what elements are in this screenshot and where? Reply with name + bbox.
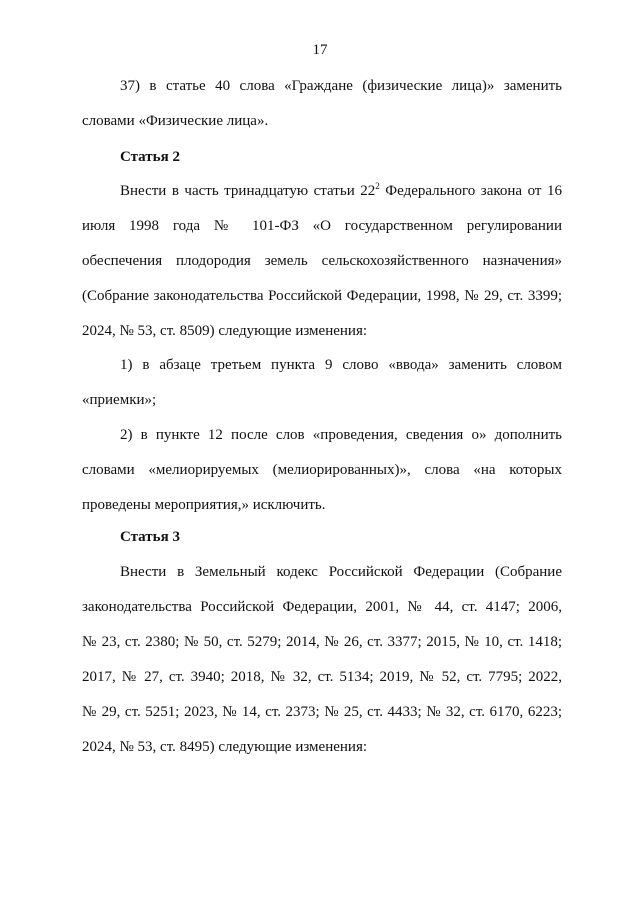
text-fragment: Внести в часть тринадцатую статьи 22 [120, 183, 376, 199]
text-line: 2024, № 53, ст. 8509) следующие изменения: [82, 323, 368, 339]
text-line: (Собрание законодательства Российской Федерации, 1998, № 29, ст. 3399; [82, 288, 562, 304]
text-line: словами «Физические лица». [82, 113, 269, 129]
text-line: 2017, № 27, ст. 3940; 2018, № 32, ст. 5134; 2019, № 52, ст. 7795; 2022, [82, 669, 562, 685]
article-2-item-2-paragraph [82, 418, 562, 523]
article-3-intro-paragraph [82, 555, 562, 765]
text-line: «приемки»; [82, 392, 157, 408]
article-2-item-1-paragraph [82, 348, 562, 418]
text-line: № 23, ст. 2380; № 50, ст. 5279; 2014, № 26, ст. 3377; 2015, № 10, ст. 1418; [82, 634, 562, 650]
text-line: обеспечения плодородия земель сельскохозяйственного назначения» [82, 253, 562, 269]
superscript: 2 [375, 181, 380, 191]
text-line: № 29, ст. 5251; 2023, № 14, ст. 2373; № 25, ст. 4433; № 32, ст. 6170, 6223; [82, 704, 562, 720]
text-fragment: Федерального закона от 16 [379, 183, 562, 199]
text-line: 2) в пункте 12 после слов «проведения, сведения о» дополнить [120, 427, 562, 443]
text-line: июля 1998 года № 101-ФЗ «О государственном регулировании [82, 218, 562, 234]
article-3-heading: Статья 3 [120, 529, 180, 545]
article-3-section [82, 520, 562, 555]
item-37-paragraph [82, 69, 562, 139]
page-number: 17 [312, 42, 328, 58]
article-2-section [82, 140, 562, 175]
text-line: 2024, № 53, ст. 8495) следующие изменения: [82, 739, 368, 755]
text-line: Внести в Земельный кодекс Российской Федерации (Собрание [120, 564, 562, 580]
text-line: проведены мероприятия,» исключить. [82, 497, 326, 513]
article-2-intro-paragraph [82, 174, 562, 349]
text-line: 37) в статье 40 слова «Граждане (физические лица)» заменить [120, 78, 562, 94]
article-2-heading: Статья 2 [120, 149, 180, 165]
text-line [82, 174, 562, 209]
text-line: словами «мелиорируемых (мелиорированных)», слова «на которых [82, 462, 562, 478]
text-line: законодательства Российской Федерации, 2001, № 44, ст. 4147; 2006, [82, 599, 562, 615]
text-line: 1) в абзаце третьем пункта 9 слово «ввода» заменить словом [120, 357, 562, 373]
